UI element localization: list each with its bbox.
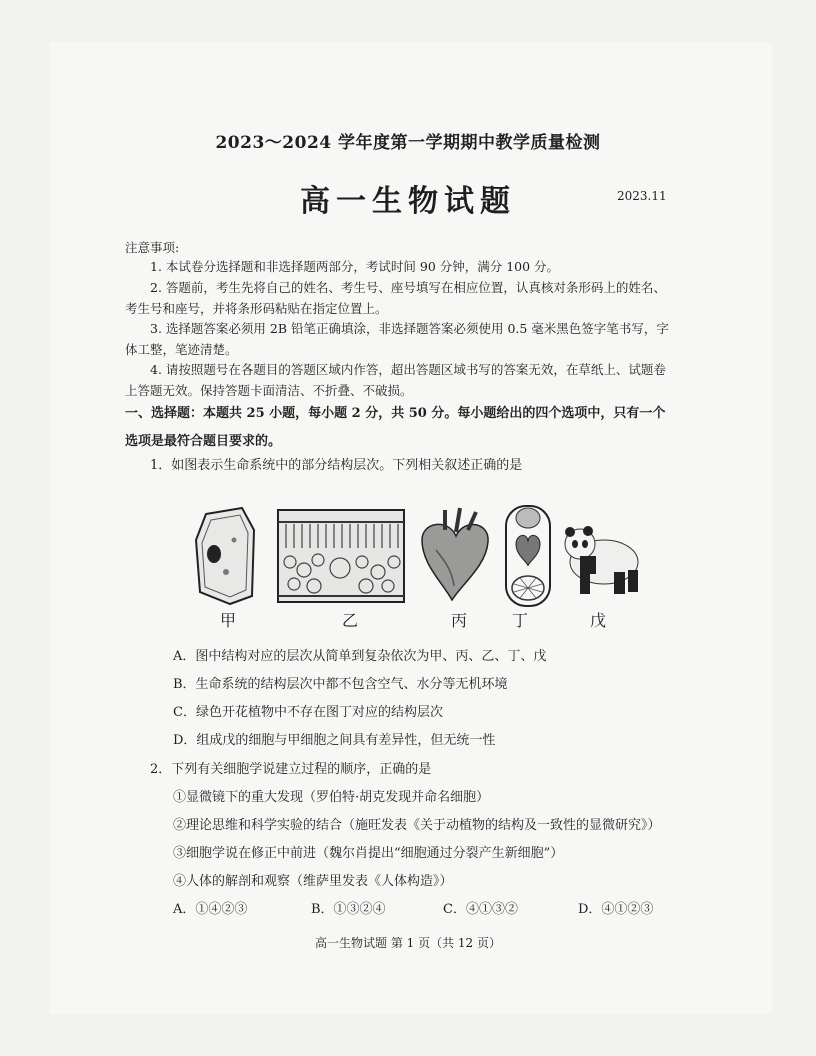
q1-option-b: B．生命系统的结构层次中都不包含空气、水分等无机环境 [173,677,508,692]
circulatory-system-icon [506,506,550,606]
q2-item: ②理论思维和科学实验的结合（施旺发表《关于动植物的结构及一致性的显微研究》） [173,818,661,833]
page-footer: 高一生物试题 第 1 页（共 12 页） [315,936,501,950]
figure-label-jia: 甲 [220,611,237,630]
q2-item: ④人体的解剖和观察（维萨里发表《人体构造》） [173,874,453,889]
note-item: 1. 本试卷分选择题和非选择题两部分，考试时间 90 分钟，满分 100 分。 [150,259,560,274]
heart-icon [422,508,488,600]
q1-figure [190,500,640,632]
q1-option-d: D．组成戊的细胞与甲细胞之间具有差异性，但无统一性 [173,733,496,748]
q2-item: ①显微镜下的重大发现（罗伯特·胡克发现并命名细胞） [173,790,490,805]
figure-label-wu: 戊 [590,611,607,630]
q1-option-a: A．图中结构对应的层次从简单到复杂依次为甲、丙、乙、丁、戊 [173,649,547,664]
notes-heading: 注意事项: [125,240,180,255]
q2-item: ③细胞学说在修正中前进（魏尔肖提出“细胞通过分裂产生新细胞”） [173,846,564,861]
exam-date: 2023.11 [617,189,667,203]
q2-option-b: B．①③②④ [311,902,386,917]
plant-cell-icon [196,508,254,604]
q2-option-c: C．④①③② [443,902,518,917]
figure-label-bing: 丙 [451,611,468,630]
note-item: 2. 答题前，考生先将自己的姓名、考生号、座号填写在相应位置，认真核对条形码上的姓名、考生号和座号，并将条形码粘贴在指定位置上。 [125,280,666,316]
leaf-tissue-icon [278,510,404,602]
subject-title: 高一生物试题 [300,184,516,219]
question-2-stem: 2．下列有关细胞学说建立过程的顺序，正确的是 [150,762,432,777]
question-1-stem: 1．如图表示生命系统中的部分结构层次。下列相关叙述正确的是 [150,458,523,473]
q2-option-d: D．④①②③ [578,902,654,917]
panda-icon [565,526,638,594]
q2-option-a: A．①④②③ [173,902,248,917]
note-item: 3. 选择题答案必须用 2B 铅笔正确填涂，非选择题答案必须使用 0.5 毫米黑色签字笔书写，字体工整，笔迹清楚。 [125,321,669,357]
figure-label-ding: 丁 [512,611,529,630]
q1-option-c: C．绿色开花植物中不存在图丁对应的结构层次 [173,705,443,720]
figure-label-yi: 乙 [342,611,359,630]
note-item: 4. 请按照题号在各题目的答题区域内作答，超出答题区域书写的答案无效，在草纸上、试题卷上答题无效。保持答题卡面清洁、不折叠、不破损。 [125,362,666,398]
section-heading: 一、选择题：本题共 25 小题，每小题 2 分，共 50 分。每小题给出的四个选项中，只有一个选项是最符合题目要求的。 [125,406,666,449]
exam-title: 2023～2024 学年度第一学期期中教学质量检测 [215,133,601,153]
